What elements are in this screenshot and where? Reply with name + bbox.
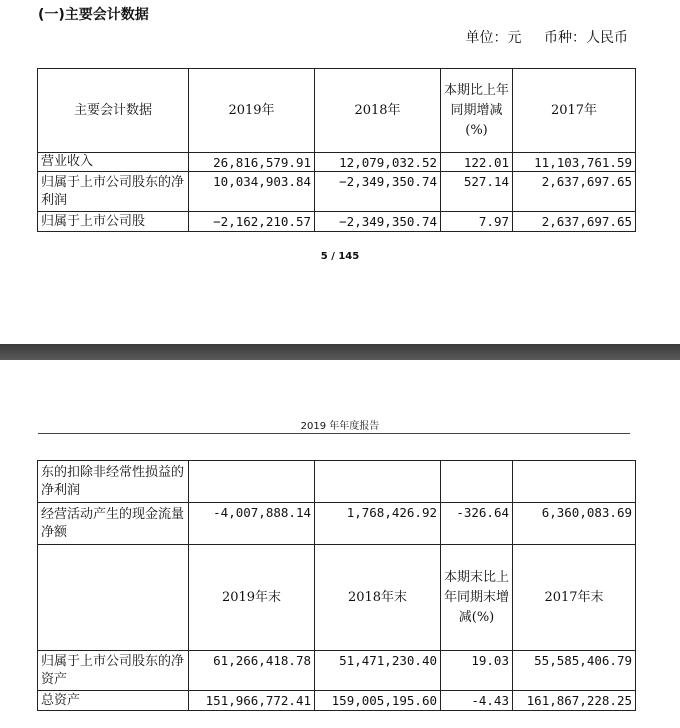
row-label: 归属于上市公司股东的净利润 [38,172,189,212]
table-row [38,651,636,691]
cell-2019: 26,816,579.91 [189,153,315,172]
table-header-row [38,545,636,651]
row-label: 营业收入 [38,153,189,172]
running-header: 2019 年年度报告 [300,421,380,432]
cell-change: -4.43 [441,691,513,711]
header-cell: 2018年末 [315,545,441,651]
cell-2018: −2,349,350.74 [315,172,441,212]
table-row [38,461,636,503]
cell-2017: 55,585,406.79 [513,651,636,691]
header-cell: 2017年末 [513,545,636,651]
unit-line [448,27,628,47]
header-cell: 2019年末 [189,545,315,651]
section-title: (一)主要会计数据 [38,7,149,23]
page-number: 5 / 145 [320,251,360,262]
currency-label: 币种：人民币 [544,30,628,46]
cell-change: -326.64 [441,503,513,545]
cell-change: 527.14 [441,172,513,212]
row-label: 东的扣除非经常性损益的净利润 [38,461,189,503]
cell-change: 7.97 [441,212,513,232]
accounting-data-table-part2 [37,460,636,711]
cell-change: 19.03 [441,651,513,691]
cell-2019 [189,461,315,503]
unit-label: 单位：元 [465,30,522,46]
cell-2017: 161,867,228.25 [513,691,636,711]
table-row [38,172,636,212]
cell-change [441,461,513,503]
cell-2018: 1,768,426.92 [315,503,441,545]
header-rule [38,433,630,434]
cell-2017 [513,461,636,503]
header-cell: 主要会计数据 [38,69,189,153]
cell-2017: 11,103,761.59 [513,153,636,172]
header-cell [38,545,189,651]
cell-change: 122.01 [441,153,513,172]
accounting-data-table-part1 [37,68,636,232]
cell-2019: -4,007,888.14 [189,503,315,545]
cell-2019: −2,162,210.57 [189,212,315,232]
cell-2017: 2,637,697.65 [513,212,636,232]
header-cell: 本期比上年同期增减(%) [441,69,513,153]
page-break-divider [0,344,680,360]
header-cell: 2019年 [189,69,315,153]
header-cell: 2017年 [513,69,636,153]
row-label: 归属于上市公司股 [38,212,189,232]
cell-2018 [315,461,441,503]
cell-2017: 2,637,697.65 [513,172,636,212]
cell-2019: 151,966,772.41 [189,691,315,711]
header-cell: 本期末比上年同期末增减(%) [441,545,513,651]
header-cell: 2018年 [315,69,441,153]
table-row [38,503,636,545]
row-label: 经营活动产生的现金流量净额 [38,503,189,545]
cell-2018: 51,471,230.40 [315,651,441,691]
row-label: 归属于上市公司股东的净资产 [38,651,189,691]
table-row [38,691,636,711]
table-row [38,212,636,232]
table-row [38,153,636,172]
cell-2018: −2,349,350.74 [315,212,441,232]
cell-2019: 10,034,903.84 [189,172,315,212]
cell-2018: 12,079,032.52 [315,153,441,172]
cell-2019: 61,266,418.78 [189,651,315,691]
row-label: 总资产 [38,691,189,711]
cell-2017: 6,360,083.69 [513,503,636,545]
cell-2018: 159,005,195.60 [315,691,441,711]
table-header-row [38,69,636,153]
